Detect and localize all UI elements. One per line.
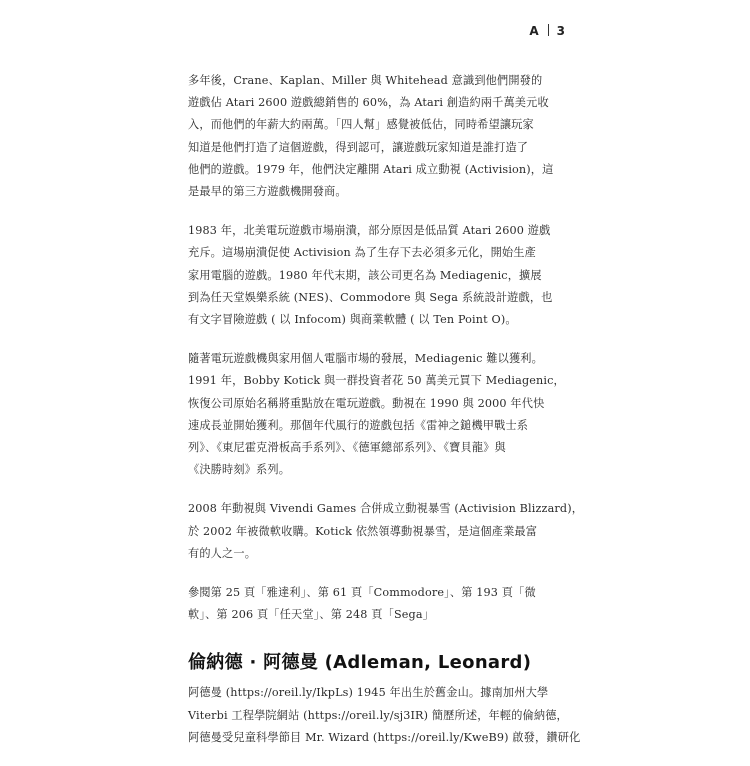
page-number: 3 — [556, 24, 566, 38]
paragraph-line: 多年後，Crane、Kaplan、Miller 與 Whitehead 意識到他們開發的 — [188, 74, 543, 87]
page-header — [529, 24, 566, 38]
paragraph-line: 知道是他們打造了這個遊戲，得到認可，讓遊戲玩家知道是誰打造了 — [188, 140, 529, 154]
paragraph-line: 入，而他們的年薪大約兩萬。「四人幫」感覺被低估，同時希望讓玩家 — [188, 118, 534, 132]
paragraph-line: 軟」、第 206 頁「任天堂」、第 248 頁「Sega」 — [188, 608, 435, 622]
paragraph-adleman-bio — [188, 682, 581, 749]
paragraph-mediagenic — [188, 348, 570, 481]
paragraph-line: 2008 年動視與 Vivendi Games 合併成立動視暴雪 (Activision Blizzard)， — [188, 502, 584, 516]
paragraph-line: 遊戲佔 Atari 2600 遊戲總銷售的 60%，為 Atari 創造約兩千萬美元收 — [188, 96, 549, 110]
paragraph-line: 1983 年，北美電玩遊戲市場崩潰，部分原因是低品質 Atari 2600 遊戲 — [188, 224, 551, 238]
paragraph-line: 有文字冒險遊戲 ( 以 Infocom) 與商業軟體 ( 以 Ten Point O)。 — [188, 313, 517, 327]
paragraph-atari-founders — [188, 70, 570, 203]
paragraph-line: 阿德曼受兒童科學節目 Mr. Wizard (https://oreil.ly/KweB9) 啟發，鑽研化 — [188, 730, 581, 744]
paragraph-line: 於 2002 年被微軟收購。Kotick 依然領導動視暴雪，是這個產業最富 — [188, 524, 538, 538]
paragraph-line: 速成長並開始獲利。那個年代風行的遊戲包括《雷神之鎚機甲戰士系 — [188, 418, 529, 432]
paragraph-line: 是最早的第三方遊戲機開發商。 — [188, 185, 347, 199]
section-letter: A — [529, 24, 540, 38]
paragraph-line: 1991 年，Bobby Kotick 與一群投資者花 50 萬美元買下 Mediagenic， — [188, 374, 565, 388]
paragraph-line: Viterbi 工程學院網站 (https://oreil.ly/sj3IR) 簡歷所述，年輕的倫納德， — [188, 708, 568, 722]
paragraph-line: 到為任天堂娛樂系統 (NES)、Commodore 與 Sega 系統設計遊戲，也 — [188, 290, 553, 304]
paragraph-line: 《決勝時刻》系列。 — [188, 463, 291, 477]
paragraph-line: 恢復公司原始名稱將重點放在電玩遊戲。動視在 1990 與 2000 年代快 — [188, 396, 545, 410]
paragraph-line: 他們的遊戲。1979 年，他們決定離開 Atari 成立動視 (Activision)，這 — [188, 162, 554, 176]
paragraph-line: 阿德曼 (https://oreil.ly/IkpLs) 1945 年出生於舊金山。據南加州大學 — [188, 686, 549, 700]
header-divider — [548, 24, 549, 36]
paragraph-line: 充斥。這場崩潰促使 Activision 為了生存下去必須多元化，開始生產 — [188, 246, 536, 260]
paragraph-line: 參閱第 25 頁「雅達利」、第 61 頁「Commodore」、第 193 頁「微 — [188, 586, 536, 600]
paragraph-activision-blizzard — [188, 498, 584, 565]
paragraph-line: 列》、《東尼霍克滑板高手系列》、《德軍總部系列》、《寶貝龍》與 — [188, 441, 506, 455]
paragraph-line: 有的人之一。 — [188, 546, 257, 560]
paragraph-see-also — [188, 582, 570, 626]
page-content — [188, 70, 584, 766]
entry-title: 倫納德 · 阿德曼 (Adleman, Leonard) — [188, 652, 532, 674]
paragraph-line: 隨著電玩遊戲機與家用個人電腦市場的發展，Mediagenic 難以獲利。 — [188, 352, 543, 366]
paragraph-line: 家用電腦的遊戲。1980 年代末期，該公司更名為 Mediagenic，擴展 — [188, 268, 542, 282]
paragraph-market-crash — [188, 220, 570, 331]
